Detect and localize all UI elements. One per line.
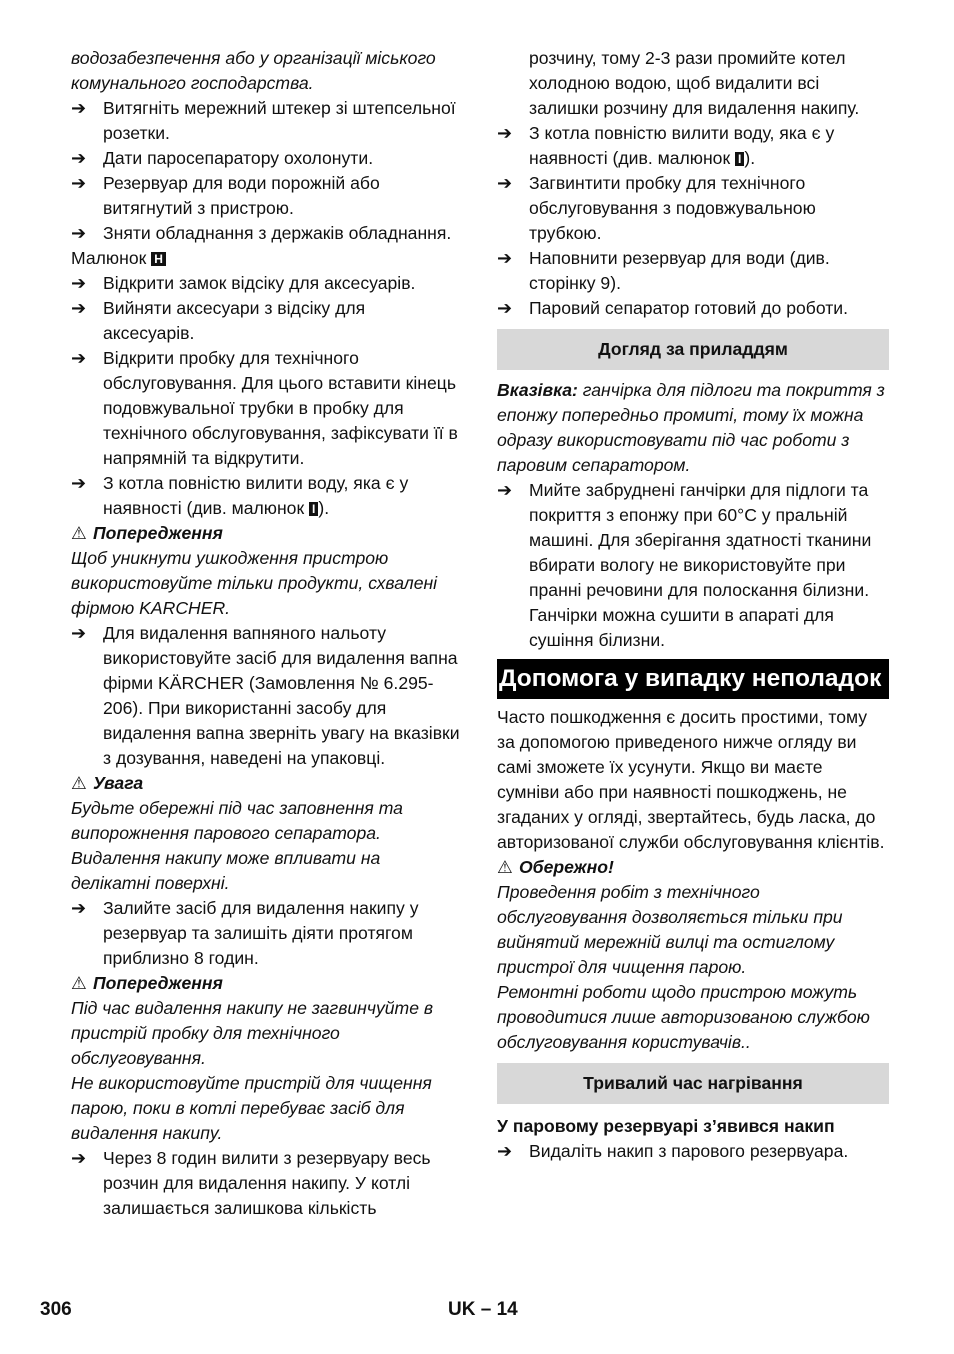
italic-note: Проведення робіт з технічного обслуговування дозволяється тільки при вийнятий мережній вилці та остиглому пристрої для чищення парою. [497, 882, 843, 977]
arrow-icon: ➔ [497, 248, 513, 268]
arrow-icon: ➔ [497, 173, 513, 193]
warning-icon: ⚠ [497, 857, 513, 877]
step-text-end: ). [318, 498, 330, 518]
step-text: Загвинтити пробку для технічного обслуговування з подовжувальною трубкою. [529, 173, 816, 243]
paragraph: Часто пошкодження є досить простими, тому за допомогою приведеного нижче огляду ви самі зможете їх усунути. Якщо ви маєте сумніви або при наявності пошкоджень, не згаданих у огляді, звертайтесь, будь ласка, до авторизованої служби обслуговування клієнтів. [497, 707, 885, 852]
figure-ref-badge: I [735, 152, 744, 166]
instruction-step [497, 121, 889, 171]
step-text: Відкрити замок відсіку для аксесуарів. [103, 273, 416, 293]
warning-heading-text: Попередження [93, 523, 223, 543]
instruction-step [71, 146, 461, 171]
figure-ref-badge: I [309, 502, 318, 516]
step-text: Наповнити резервуар для води (див. сторінку 9). [529, 248, 830, 293]
arrow-icon: ➔ [497, 480, 513, 500]
instruction-step [71, 96, 461, 146]
italic-note: водозабезпечення або у організації міського комунального господарства. [71, 48, 436, 93]
page-number: 306 [40, 1299, 72, 1320]
figure-label-text: Малюнок [71, 248, 152, 268]
subheading: У паровому резервуарі з’явився накип [497, 1116, 835, 1136]
arrow-icon: ➔ [71, 1148, 87, 1168]
instruction-step [71, 171, 461, 221]
italic-note: Будьте обережні під час заповнення та випорожнення парового сепаратора. Видалення накипу може впливати на делікатні поверхні. [71, 798, 403, 893]
instruction-step [71, 271, 461, 296]
step-text: Дати паросепаратору охолонути. [103, 148, 374, 168]
instruction-step [497, 478, 889, 653]
instruction-step [71, 296, 461, 346]
italic-note: Під час видалення накипу не загвинчуйте в пристрій пробку для технічного обслуговування. [71, 998, 434, 1068]
instruction-step [497, 246, 889, 296]
warning-heading-text: Увага [93, 773, 144, 793]
figure-ref-badge: H [151, 252, 166, 266]
section-code: UK – 14 [448, 1299, 518, 1320]
step-text: Вийняти аксесуари з відсіку для аксесуарів. [103, 298, 366, 343]
instruction-step [71, 621, 461, 771]
instruction-step [71, 896, 461, 971]
left-column [71, 46, 461, 1221]
warning-icon: ⚠ [71, 973, 87, 993]
arrow-icon: ➔ [71, 623, 87, 643]
chapter-heading: Допомога у випадку неполадок [497, 659, 889, 699]
right-column [497, 46, 889, 1164]
step-text: Витягніть мережний штекер зі штепсельної розетки. [103, 98, 456, 143]
step-text: Через 8 годин вилити з резервуару весь розчин для видалення накипу. У котлі залишається залишкова кількість [103, 1148, 431, 1218]
warning-icon: ⚠ [71, 523, 87, 543]
step-text: З котла повністю вилити воду, яка є у наявності (див. малюнок [529, 123, 835, 168]
note-label: Вказівка: [497, 380, 578, 400]
arrow-icon: ➔ [71, 273, 87, 293]
step-text: Залийте засіб для видалення накипу у резервуар та залишіть діяти протягом приблизно 8 годин. [103, 898, 419, 968]
section-heading: Догляд за приладдям [497, 329, 889, 370]
arrow-icon: ➔ [497, 1141, 513, 1161]
step-text: Зняти обладнання з держаків обладнання. [103, 223, 452, 243]
step-text-end: ). [744, 148, 756, 168]
step-text: Для видалення вапняного нальоту використовуйте засіб для видалення вапна фірми KÄRCHER (Замовлення № 6.295-206). При використанні засобу для видалення вапна зверніть увагу на вказівки з дозування, наведені на упаковці. [103, 623, 460, 768]
arrow-icon: ➔ [71, 98, 87, 118]
step-text: Мийте забруднені ганчірки для підлоги та покриття з епонжу при 60°C у пральній машині. Для зберігання здатності тканини вбирати вологу не використовуйте при пранні речовини для полоскання білизни. Ганчірки можна сушити в апараті для сушіння білизни. [529, 480, 872, 650]
warning-heading [497, 855, 889, 880]
warning-heading-text: Попередження [93, 973, 223, 993]
warning-heading-text: Обережно! [519, 857, 614, 877]
instruction-step [71, 471, 461, 521]
instruction-step [71, 221, 461, 246]
warning-heading [71, 971, 461, 996]
warning-heading [71, 521, 461, 546]
step-text: Резервуар для води порожній або витягнутий з пристрою. [103, 173, 380, 218]
italic-note: Щоб уникнути ушкодження пристрою використовуйте тільки продукти, схвалені фірмою KARCHER. [71, 548, 438, 618]
italic-note: Не використовуйте пристрій для чищення парою, поки в котлі перебуває засіб для видалення накипу. [71, 1073, 432, 1143]
note [497, 378, 889, 478]
step-text: Паровий сепаратор готовий до роботи. [529, 298, 849, 318]
arrow-icon: ➔ [497, 123, 513, 143]
figure-label [71, 246, 461, 271]
arrow-icon: ➔ [71, 898, 87, 918]
arrow-icon: ➔ [71, 348, 87, 368]
instruction-step [497, 1139, 889, 1164]
instruction-step [497, 296, 889, 321]
section-heading: Тривалий час нагрівання [497, 1063, 889, 1104]
step-text: Видаліть накип з парового резервуара. [529, 1141, 849, 1161]
arrow-icon: ➔ [71, 473, 87, 493]
arrow-icon: ➔ [71, 223, 87, 243]
instruction-step [71, 1146, 461, 1221]
italic-note: Ремонтні роботи щодо пристрою можуть проводитися лише авторизованою службою обслуговування користувачів.. [497, 982, 870, 1052]
step-text: розчину, тому 2-3 рази промийте котел холодною водою, щоб видалити всі залишки розчину для видалення накипу. [529, 48, 860, 118]
note-text: ганчірка для підлоги та покриття з епонжу попередньо промиті, тому їх можна одразу використовувати під час роботи з паровим сепаратором. [497, 380, 885, 475]
step-text: З котла повністю вилити воду, яка є у наявності (див. малюнок [103, 473, 409, 518]
arrow-icon: ➔ [497, 298, 513, 318]
step-text: Відкрити пробку для технічного обслуговування. Для цього вставити кінець подовжувальної трубки в пробку для технічного обслуговування, зафіксувати її в напрямній та відкрутити. [103, 348, 458, 468]
arrow-icon: ➔ [71, 173, 87, 193]
instruction-continuation [497, 46, 889, 121]
warning-icon: ⚠ [71, 773, 87, 793]
warning-heading [71, 771, 461, 796]
instruction-step [71, 346, 461, 471]
arrow-icon: ➔ [71, 148, 87, 168]
instruction-step [497, 171, 889, 246]
arrow-icon: ➔ [71, 298, 87, 318]
